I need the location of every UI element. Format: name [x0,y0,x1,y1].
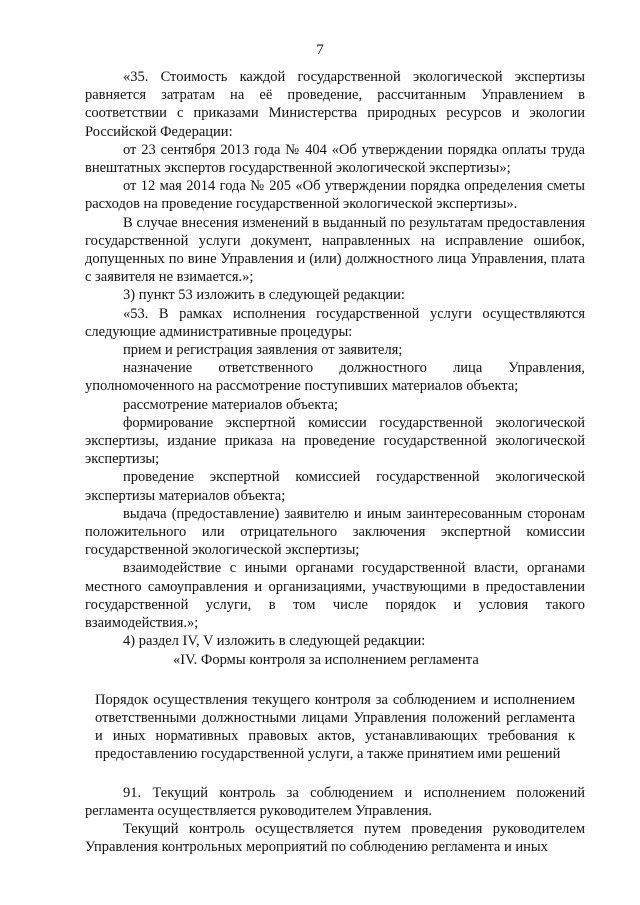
paragraph-item-3: 3) пункт 53 изложить в следующей редакции: [123,287,405,304]
procedure-item: формирование экспертной комиссии государственной экологической экспертизы, издание приказа на проведение государственной экологической экспертизы; [85,414,585,468]
procedure-item: выдача (предоставление) заявителю и иным заинтересованным сторонам положительного или отрицательного заключения экспертной комиссии государственной экологической экспертизы; [85,505,585,559]
paragraph-control: Текущий контроль осуществляется путем проведения руководителем Управления контрольных мероприятий по соблюдению регламента и иных [85,820,585,856]
subsection-heading: Порядок осуществления текущего контроля за соблюдением и исполнением ответственными должностными лицами Управления положений регламента и иных нормативных правовых актов, устанавливающих требования к предоставлению государственной услуги, а также принятием ими решений [95,691,575,763]
document-body [85,68,585,856]
paragraph-53: «53. В рамках исполнения государственной услуги осуществляются следующие административные процедуры: [85,305,585,340]
paragraph-changes-fee: В случае внесения изменений в выданный по результатам предоставления государственной услуги документ, направленных на исправление ошибок, допущенных по вине Управления и (или) должностного лица Управления, плата с заявителя не взимается.»; [85,214,585,286]
procedure-item: рассмотрение материалов объекта; [123,396,339,413]
paragraph-order-404: от 23 сентября 2013 года № 404 «Об утверждении порядка оплаты труда внештатных экспертов государственной экологической экспертизы»; [85,141,585,177]
section-title: «IV. Формы контроля за исполнением регламента [173,651,479,668]
procedure-item: назначение ответственного должностного лица Управления, уполномоченного на рассмотрение поступивших материалов объекта; [85,360,585,395]
paragraph-item-4: 4) раздел IV, V изложить в следующей редакции: [123,633,426,650]
page-number: 7 [316,42,324,58]
procedure-item: прием и регистрация заявления от заявителя; [123,342,403,359]
paragraph-order-205: от 12 мая 2014 года № 205 «Об утверждении порядка определения сметы расходов на проведение государственной экологической экспертизы». [85,178,585,213]
procedure-item: взаимодействие с иными органами государственной власти, органами местного самоуправления и организациями, участвующими в предоставлении государственной услуги, в том числе порядок и условия такого взаимодействия.»; [85,560,585,632]
paragraph-91: 91. Текущий контроль за соблюдением и исполнением положений регламента осуществляется руководителем Управления. [85,784,585,819]
procedure-item: проведение экспертной комиссией государственной экологической экспертизы материалов объекта; [85,469,585,504]
paragraph-35: «35. Стоимость каждой государственной экологической экспертизы равняется затратам на её проведение, рассчитанным Управлением в соответствии с приказами Министерства природных ресурсов и экологии Российской Федерации: [85,69,585,140]
